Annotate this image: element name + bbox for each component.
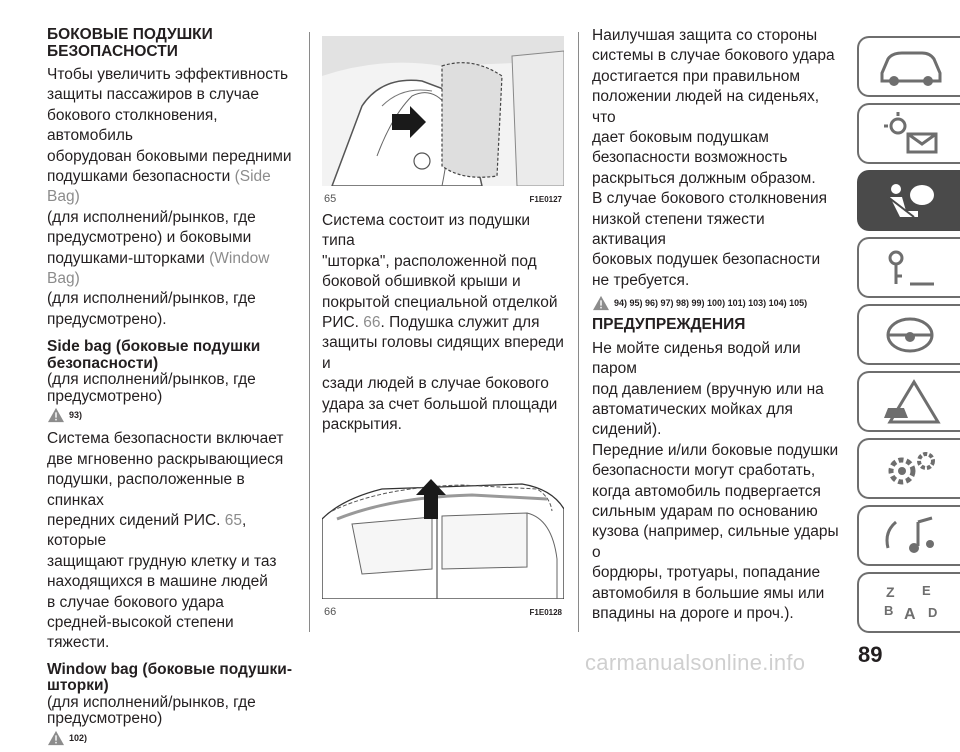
left-column bbox=[47, 26, 295, 752]
figure-code: F1E0127 bbox=[529, 194, 562, 204]
warning-line: Не мойте сиденья водой или паром bbox=[592, 339, 801, 378]
figure-code: F1E0128 bbox=[529, 607, 562, 617]
body-line: раскрыться должным образом. bbox=[592, 169, 816, 187]
window-airbag-car-illustration bbox=[322, 449, 564, 599]
intro-line: предусмотрено) и боковыми bbox=[47, 229, 252, 247]
music-phone-icon bbox=[874, 512, 946, 560]
middle-column bbox=[322, 36, 564, 618]
intro-text: подушками безопасности bbox=[47, 168, 235, 186]
body-line: Система состоит из подушки типа bbox=[322, 212, 531, 250]
column-divider bbox=[578, 32, 579, 632]
svg-text:D: D bbox=[927, 604, 937, 620]
tab-emergency[interactable] bbox=[857, 371, 960, 432]
body-line bbox=[47, 511, 295, 552]
body-line: В случае бокового столкновения bbox=[592, 190, 828, 208]
svg-text:A: A bbox=[903, 605, 916, 623]
warning-line: Передние и/или боковые подушки bbox=[592, 441, 839, 459]
warning-triangle-car-icon bbox=[874, 378, 946, 426]
body-line: покрытой специальной отделкой bbox=[322, 293, 558, 311]
body-line: Наилучшая защита со стороны bbox=[592, 27, 818, 44]
body-line: сзади людей в случае бокового bbox=[322, 375, 549, 393]
warning-line: автомобиля в большие ямы или bbox=[592, 584, 825, 602]
sidebag-subtitle: (для исполнений/рынков, где предусмотрено) bbox=[47, 371, 256, 405]
warning-line: безопасности могут сработать, bbox=[592, 462, 816, 480]
windowbag-heading: Window bag (боковые подушки-шторки) bbox=[47, 660, 292, 695]
section-title: БОКОВЫЕ ПОДУШКИ БЕЗОПАСНОСТИ bbox=[47, 26, 213, 60]
figure-number: 66 bbox=[324, 606, 337, 619]
warning-line: сильным ударам по основанию bbox=[592, 503, 818, 521]
side-bag-term: (Side Bag) bbox=[47, 168, 271, 206]
body-line: боковой обшивкой крыши и bbox=[322, 273, 521, 291]
body-line: защищают грудную клетку и таз bbox=[47, 552, 277, 570]
warning-lights-mail-icon bbox=[874, 110, 946, 158]
body-line: положении людей на сиденьях, что bbox=[592, 88, 820, 126]
figure-caption bbox=[322, 606, 564, 618]
steering-wheel-icon bbox=[874, 311, 946, 359]
page-number: 89 bbox=[858, 642, 883, 667]
tab-starting[interactable] bbox=[857, 237, 960, 298]
watermark: carmanualsonline.info bbox=[585, 650, 806, 675]
sidebag-heading: Side bag (боковые подушки безопасности) bbox=[47, 338, 261, 372]
figure-ref-65[interactable]: 65 bbox=[224, 511, 243, 529]
figure-65 bbox=[322, 36, 564, 205]
intro-line: предусмотрено). bbox=[47, 310, 167, 328]
body-line: находящихся в машине людей bbox=[47, 573, 268, 591]
body-line: дает боковым подушкам bbox=[592, 129, 769, 147]
body-line: подушки, расположенные в спинках bbox=[47, 471, 245, 509]
svg-text:Z: Z bbox=[885, 583, 895, 600]
tab-warning-lights[interactable] bbox=[857, 103, 960, 164]
body-line: раскрытия. bbox=[322, 416, 402, 434]
key-ignition-icon bbox=[874, 244, 946, 292]
intro-line: (для исполнений/рынков, где bbox=[47, 290, 256, 308]
warning-triangle-icon bbox=[47, 407, 65, 423]
body-line: системы в случае бокового удара bbox=[592, 47, 835, 65]
tab-dashboard[interactable] bbox=[857, 36, 960, 97]
gears-service-icon bbox=[874, 445, 946, 493]
body-text: . Подушка служит для bbox=[380, 314, 540, 332]
intro-line: бокового столкновения, автомобиль bbox=[47, 106, 218, 145]
warning-line: кузова (например, сильные удары о bbox=[592, 523, 839, 561]
body-line: боковых подушек безопасности bbox=[592, 251, 821, 269]
svg-text:E: E bbox=[921, 582, 931, 598]
tab-driving[interactable] bbox=[857, 304, 960, 365]
warning-line: бордюры, тротуары, попадание bbox=[592, 564, 821, 582]
figure-ref-66[interactable]: 66 bbox=[363, 314, 381, 332]
alphabet-index-icon bbox=[874, 579, 946, 627]
warning-line: сидений). bbox=[592, 421, 662, 439]
body-line: две мгновенно раскрывающиеся bbox=[47, 450, 284, 468]
body-line: в случае бокового удара bbox=[47, 593, 224, 611]
body-line: достигается при правильном bbox=[592, 67, 801, 85]
tab-multimedia[interactable] bbox=[857, 505, 960, 566]
body-text: передних сидений РИС. bbox=[47, 511, 225, 529]
body-line: Система безопасности включает bbox=[47, 430, 284, 448]
warnings-heading: ПРЕДУПРЕЖДЕНИЯ bbox=[592, 316, 746, 334]
car-dashboard-icon bbox=[874, 43, 946, 91]
body-line: защиты головы сидящих впереди и bbox=[322, 334, 564, 372]
chapter-tabs bbox=[857, 36, 960, 639]
side-airbag-seat-illustration bbox=[322, 36, 564, 186]
body-line: не требуется. bbox=[592, 271, 690, 289]
figure-number: 65 bbox=[324, 193, 337, 205]
body-text: , которые bbox=[47, 511, 247, 550]
body-line: низкой степени тяжести активация bbox=[592, 210, 765, 249]
intro-line: защиты пассажиров в случае bbox=[47, 86, 260, 104]
right-column bbox=[592, 26, 842, 624]
warning-ref-text: 94) 95) 96) 97) 98) 99) 100) 101) 103) 104) 105) bbox=[614, 298, 808, 309]
airbag-seat-icon bbox=[874, 177, 946, 225]
window-bag-term: (Window Bag) bbox=[47, 249, 270, 288]
intro-line bbox=[47, 249, 295, 290]
column-divider bbox=[309, 32, 310, 632]
warning-ref-1[interactable] bbox=[47, 407, 295, 423]
warning-triangle-icon bbox=[592, 295, 610, 311]
warning-line: впадины на дороге и проч.). bbox=[592, 605, 794, 623]
figure-66 bbox=[322, 449, 564, 618]
warning-triangle-icon bbox=[47, 730, 65, 746]
intro-line: оборудован боковыми передними bbox=[47, 147, 292, 165]
tab-safety[interactable] bbox=[857, 170, 960, 231]
tab-maintenance[interactable] bbox=[857, 438, 960, 499]
warning-refs[interactable] bbox=[592, 295, 842, 311]
body-text: РИС. bbox=[322, 314, 364, 332]
body-line: удара за счет большой площади bbox=[322, 395, 558, 413]
warning-ref-text: 93) bbox=[69, 410, 83, 421]
intro-line: Чтобы увеличить эффективность bbox=[47, 66, 289, 83]
warning-line: автоматических мойках для bbox=[592, 401, 793, 418]
tab-index[interactable] bbox=[857, 572, 960, 633]
body-line: безопасности возможность bbox=[592, 149, 788, 167]
windowbag-subtitle: (для исполнений/рынков, где предусмотрено) bbox=[47, 693, 256, 728]
warning-ref-2[interactable] bbox=[47, 730, 295, 746]
body-line bbox=[322, 313, 564, 333]
warning-line: под давлением (вручную или на bbox=[592, 380, 824, 398]
body-line: средней-высокой степени тяжести. bbox=[47, 613, 234, 652]
body-line: "шторка", расположенной под bbox=[322, 252, 537, 270]
intro-line: (для исполнений/рынков, где bbox=[47, 208, 256, 226]
intro-line bbox=[47, 167, 295, 208]
svg-text:B: B bbox=[883, 602, 893, 618]
warning-line: когда автомобиль подвергается bbox=[592, 482, 821, 500]
intro-text: подушками-шторками bbox=[47, 249, 210, 267]
warning-ref-text: 102) bbox=[69, 732, 88, 743]
figure-caption bbox=[322, 193, 564, 205]
